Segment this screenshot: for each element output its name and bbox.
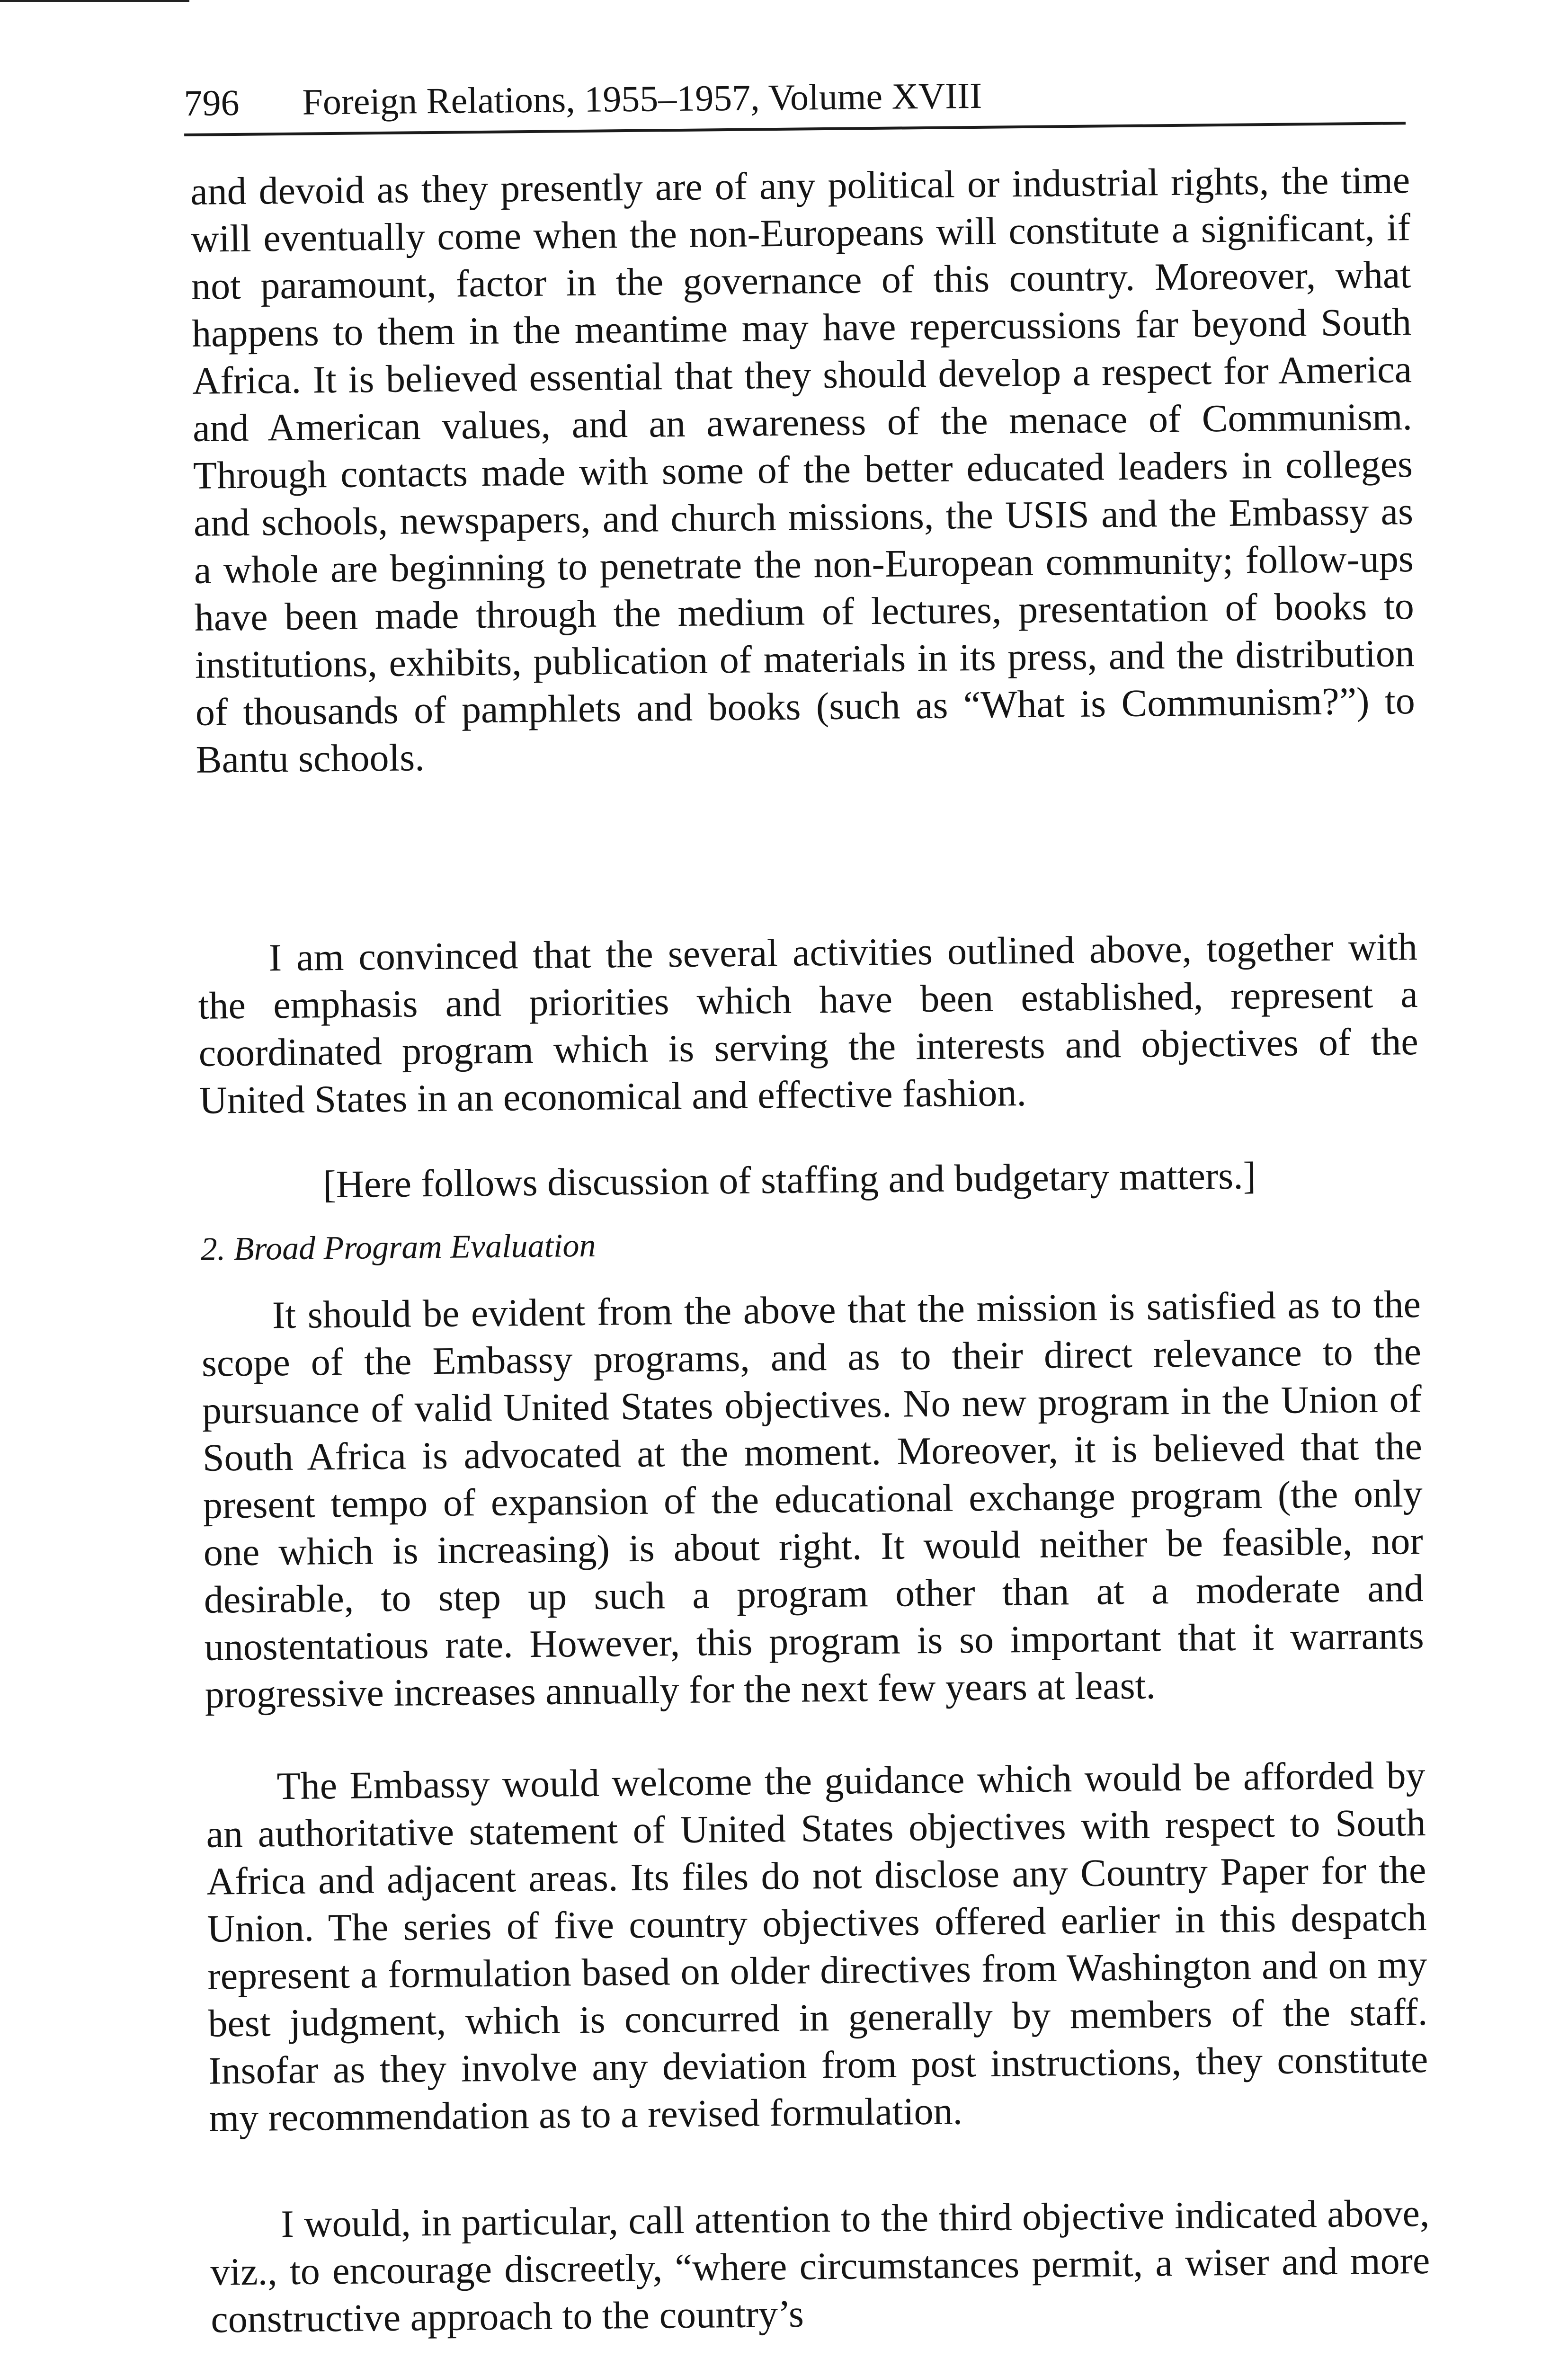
section-block xyxy=(200,1214,1425,1718)
body-paragraph: and devoid as they presently are of any political or industrial rights, the time will eventually come when the non-Europeans will constitute a significant, if not paramount, factor in the governance of this country. Moreover, what happens to them in the meantime may have repercussions far beyond South Africa. It is believed essential that they should develop a respect for America and American values, and an awareness of the menace of Communism. Through contacts made with some of the better educated leaders in colleges and schools, newspapers, and church missions, the USIS and the Embassy as a whole are beginning to penetrate the non-European community; follow-ups have been made through the medium of lectures, presentation of books to institutions, exhibits, publication of materials in its press, and the distribution of thousands of pamphlets and books (such as “What is Communism?”) to Bantu schools. xyxy=(190,158,1416,781)
document-page xyxy=(184,69,1456,2367)
paragraph-block-continuation xyxy=(190,156,1416,783)
page-number: 796 xyxy=(184,81,240,124)
scan-edge-line xyxy=(0,0,189,2)
paragraph-block-conviction xyxy=(197,923,1419,1124)
body-paragraph: I would, in particular, call attention to the third objective indicated above, viz., to encourage discreetly, “where circumstances permit, a wiser and more constructive approach to the country’s xyxy=(210,2191,1430,2341)
editorial-note-block xyxy=(200,1150,1420,1210)
running-head xyxy=(184,69,1406,136)
paragraph-block-guidance xyxy=(205,1752,1429,2142)
paragraph-block-third-objective xyxy=(210,2189,1431,2343)
running-head-title: Foreign Relations, 1955–1957, Volume XVIII xyxy=(302,74,982,123)
editorial-note: [Here follows discussion of staffing and budgetary matters.] xyxy=(322,1154,1256,1206)
section-heading: 2. Broad Program Evaluation xyxy=(200,1227,596,1268)
body-paragraph: It should be evident from the above that the mission is satisfied as to the scope of the Embassy programs, and as to their direct relevance to the pursuance of valid United States objectives. No new program in the Union of South Africa is advocated at the moment. Moreover, it is believed that the present tempo of expansion of the educational exchange program (the only one which is increasing) is about right. It would neither be feasible, nor desirable, to step up such a program other than at a moderate and unostentatious rate. However, this program is so important that it warrants progressive increases annually for the next few years at least. xyxy=(201,1282,1425,1716)
body-paragraph: I am convinced that the several activities outlined above, together with the emphasis and priorities which have been established, represent a coordinated program which is serving the interests and objectives of the United States in an economical and effective fashion. xyxy=(198,925,1419,1122)
body-paragraph: The Embassy would welcome the guidance which would be afforded by an authoritative statement of United States objectives with respect to South Africa and adjacent areas. Its files do not disclose any Country Paper for the Union. The series of five country objectives offered earlier in this despatch represent a formulation based on older directives from Washington and on my best judgment, which is concurred in generally by members of the staff. Insofar as they involve any deviation from post instructions, they constitute my recommendation as to a revised formulation. xyxy=(206,1753,1428,2140)
